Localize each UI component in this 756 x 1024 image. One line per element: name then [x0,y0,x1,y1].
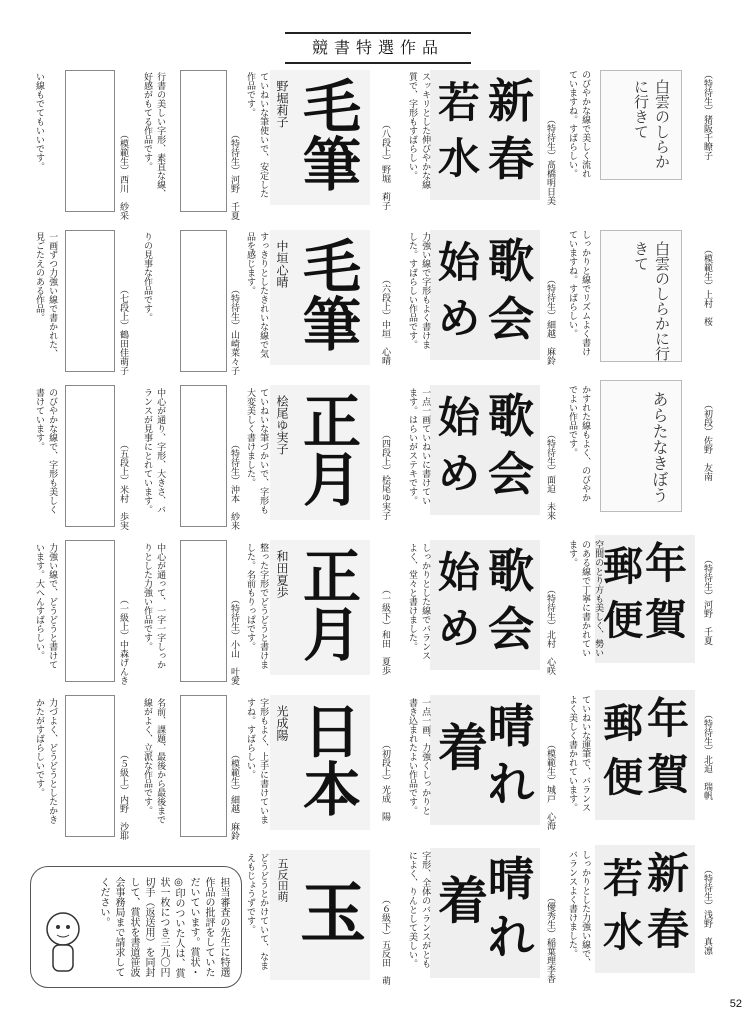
artwork-text: あらたなきぼう [650,391,669,503]
brush-char: 玉 [300,874,366,952]
notice-box [30,866,242,988]
label-a1: （特待生）猪阪千瞭子 [702,70,713,160]
label-d2: （特待生）山崎菜々子 [229,285,240,375]
label-d5: （模範生）細越 麻鈴 [229,750,240,840]
artwork-b3 [430,385,540,515]
caption-c2: すっきりとしたきれいな線で気品を感じます。 [245,232,269,358]
artwork-shinshun [595,845,695,973]
manuscript-e4 [65,540,115,682]
caption-a4: 空間のとり方も美しく、勢いのある線で丁寧に書かれています。 [567,540,604,657]
manuscript-e5 [65,695,115,837]
label-d4: （特待生）小山 叶愛 [229,595,240,685]
brush-char: 始 [438,393,481,442]
signature: 桧尾ゆ実子 [275,395,289,455]
brush-char: 晴 [488,852,534,906]
artwork-c4 [270,540,370,675]
caption-b5: 一点一画、力強くしっかりと書き込まれたよい作品です。 [407,698,431,815]
caption-e1: い線もでてもいいです。 [34,72,45,171]
brush-char: 正月 [293,546,361,662]
artwork-kana-3 [600,380,682,512]
brush-char: 賀 [645,595,688,644]
artwork-b6 [430,848,540,978]
label-a2: （模範生）上村 桜 [702,245,713,326]
brush-char: 郵 [603,543,643,590]
label-c5: （初段上）光成 陽 [380,740,391,821]
brush-char: 歌 [488,544,534,598]
label-d3: （特待生）沖本 紗来 [229,440,240,530]
label-a5: （特待生）北迫 瑞帆 [702,710,713,800]
caption-a1: のびやかな線で美しく流れていますね。すばらしい。 [567,70,591,178]
brush-char: 着 [438,871,488,930]
artwork-b2 [430,230,540,360]
caption-c4: 整った字形でどうどうと書けました。名前もりっぱです。 [245,543,269,669]
artwork-c1 [270,70,370,205]
mascot-icon [39,907,87,977]
brush-char: 日本 [293,701,361,817]
brush-char: 正月 [293,391,361,507]
label-d1: （特待生）河野 千夏 [229,130,240,220]
artwork-nenga-1 [595,535,695,663]
caption-d5: 名前、課題、最後から最後まで線がよく、立派な作品です。 [142,698,166,824]
brush-char: 便 [603,754,643,801]
caption-d4: 中心が通って、一字一字しっかりとした力強い作品です。 [142,543,166,669]
brush-char: 始 [438,238,481,287]
label-c1: （八段上）野堀 莉子 [380,120,391,210]
brush-char: 水 [438,134,481,183]
label-b4: （特待生）北村 心咲 [545,585,556,675]
brush-char: 若 [603,855,643,902]
caption-e2: 一画ずつ力強い線で書かれた、見ごたえのある作品。 [34,232,58,358]
signature: 光成陽 [275,705,289,741]
caption-a3: かすれた線もよく、のびやかでよい作品です。 [567,385,591,502]
caption-a2: しっかりと線でリズムよく書けていますね。すばらしい。 [567,230,591,356]
label-c4: （一級下）和田 夏歩 [380,585,391,675]
caption-c3: ていねいな筆づかいで、字形も大変美しく書けました。 [245,388,269,514]
brush-char: 水 [603,909,643,956]
brush-char: め [438,294,481,343]
artwork-b5 [430,695,540,825]
brush-char: 若 [438,78,481,127]
artwork-kana-2 [600,230,682,362]
caption-c6: どうどうとかけていて、なまえもじょうずです。 [245,853,269,970]
artwork-c5 [270,695,370,830]
caption-b2: 力強い線で字形もよく書けました。すばらしい作品です。 [407,232,431,349]
brush-char: 春 [488,132,534,186]
brush-char: 年 [645,539,688,588]
signature: 野堀莉子 [275,80,289,128]
signature: 五反田萌 [276,858,289,902]
caption-c1: ていねいな筆使いで、安定した作品です。 [245,72,269,198]
label-b2: （特待生）細越 麻鈴 [545,275,556,365]
artwork-b1 [430,70,540,200]
label-a6: （特待生）浅野 真凛 [702,865,713,955]
caption-c5: 字形もよく、上手に書けていますね。すばらしい。 [245,698,269,824]
manuscript-d2 [180,230,227,372]
caption-e4: 力強い線で、どうどうと書けています。大へんすばらしい。 [34,543,58,669]
caption-b3: 一点一画ていねいに書けています。はらいがステキです。 [407,388,431,505]
signature: 和田夏歩 [275,550,289,598]
brush-char: 会 [488,447,534,501]
caption-a6: しっかりとした力強い線で、バランスよく書けました。 [567,850,591,967]
signature: 中垣心晴 [275,240,289,288]
brush-char: 歌 [488,389,534,443]
brush-char: れ [488,910,534,964]
brush-char: 新 [646,849,689,898]
artwork-kana-1 [600,70,682,180]
label-e4: （一級上）中森げんき [118,595,129,685]
artwork-c2 [270,230,370,365]
artwork-nenga-2 [595,690,695,820]
label-a4: （特待生）河野 千夏 [702,555,713,645]
caption-d3: 中心が通り、字形、大きさ、バランスが見事にとれています。 [142,388,166,514]
caption-b4: しっかりとした線でバランスよく、堂々と書けました。 [407,543,431,660]
brush-char: 賀 [646,750,689,799]
artwork-text: 白雲のしらかに行きて [632,241,671,361]
caption-e3: のびやかな線で、字形も美しく書けています。 [34,388,58,514]
manuscript-e2 [65,230,115,372]
brush-char: 始 [438,548,481,597]
label-b1: （特待生）髙橋明日美 [545,115,556,205]
label-e1: （模範生）西川 紗采 [118,130,129,220]
brush-char: 会 [488,602,534,656]
brush-char: 歌 [488,234,534,288]
page-number: 52 [729,998,742,1010]
label-b5: （模範生）城戸 心海 [545,740,556,830]
brush-char: め [438,449,481,498]
brush-char: 年 [646,694,689,743]
brush-char: 毛筆 [293,236,361,352]
notice-text: 担当審査の先生に特選作品の批評をしていただいています。賞状・◎印のついた人は、賞状一枚につき三九〇円切手（返送用）を同封して、賞状を書道笹波会事務局まで請求してください。 [98,877,229,978]
caption-d2: りの見事な作品です。 [142,232,153,322]
label-c3: （四段上）桧尾ゆ実子 [380,430,391,520]
brush-char: 会 [488,292,534,346]
brush-char: 着 [438,718,488,777]
manuscript-e1 [65,70,115,212]
brush-char: 便 [603,597,643,644]
brush-char: れ [488,757,534,811]
manuscript-d5 [180,695,227,837]
caption-b1: スッキリとした伸びやかな線質で、字形もすばらしい。 [407,72,431,189]
caption-b6: 字形、全体のバランスがともによく、りんとして美しい。 [407,851,431,968]
label-e3: （五段上）米村 歩実 [118,440,129,530]
brush-char: 郵 [603,700,643,747]
artwork-text: 白雲のしらかに行きて [632,79,671,169]
manuscript-d1 [180,70,227,212]
label-b3: （特待生）面迫 未来 [545,430,556,520]
label-a3: （初段）佐野 友南 [702,400,713,481]
label-c2: （六段上）中垣 心晴 [380,275,391,365]
label-b6: （優秀生）稲葉理李香 [545,893,556,983]
artwork-b4 [430,540,540,670]
manuscript-d4 [180,540,227,682]
caption-d1: 行書の美しい字形、素直な線、好感がもてる作品です。 [142,72,166,198]
brush-char: 新 [488,74,534,128]
brush-char: 毛筆 [293,76,361,192]
caption-e5: 力づよく、どうどうとしたかきかたがすばらしいです。 [34,698,58,824]
brush-char: 春 [646,905,689,954]
manuscript-e3 [65,385,115,527]
page-title: 競書特選作品 [285,32,471,64]
brush-char: め [438,604,481,653]
brush-char: 晴 [488,699,534,753]
label-e2: （七段上）鶴田佳萌子 [118,285,129,375]
label-e5: （５級上）内野 沙耶 [118,750,129,840]
label-c6: （６級下）五反田 萌 [380,895,391,985]
manuscript-d3 [180,385,227,527]
artwork-c6 [270,850,370,980]
caption-a5: ていねいな運筆で、バランスよく美しく書かれています。 [567,695,591,812]
artwork-c3 [270,385,370,520]
